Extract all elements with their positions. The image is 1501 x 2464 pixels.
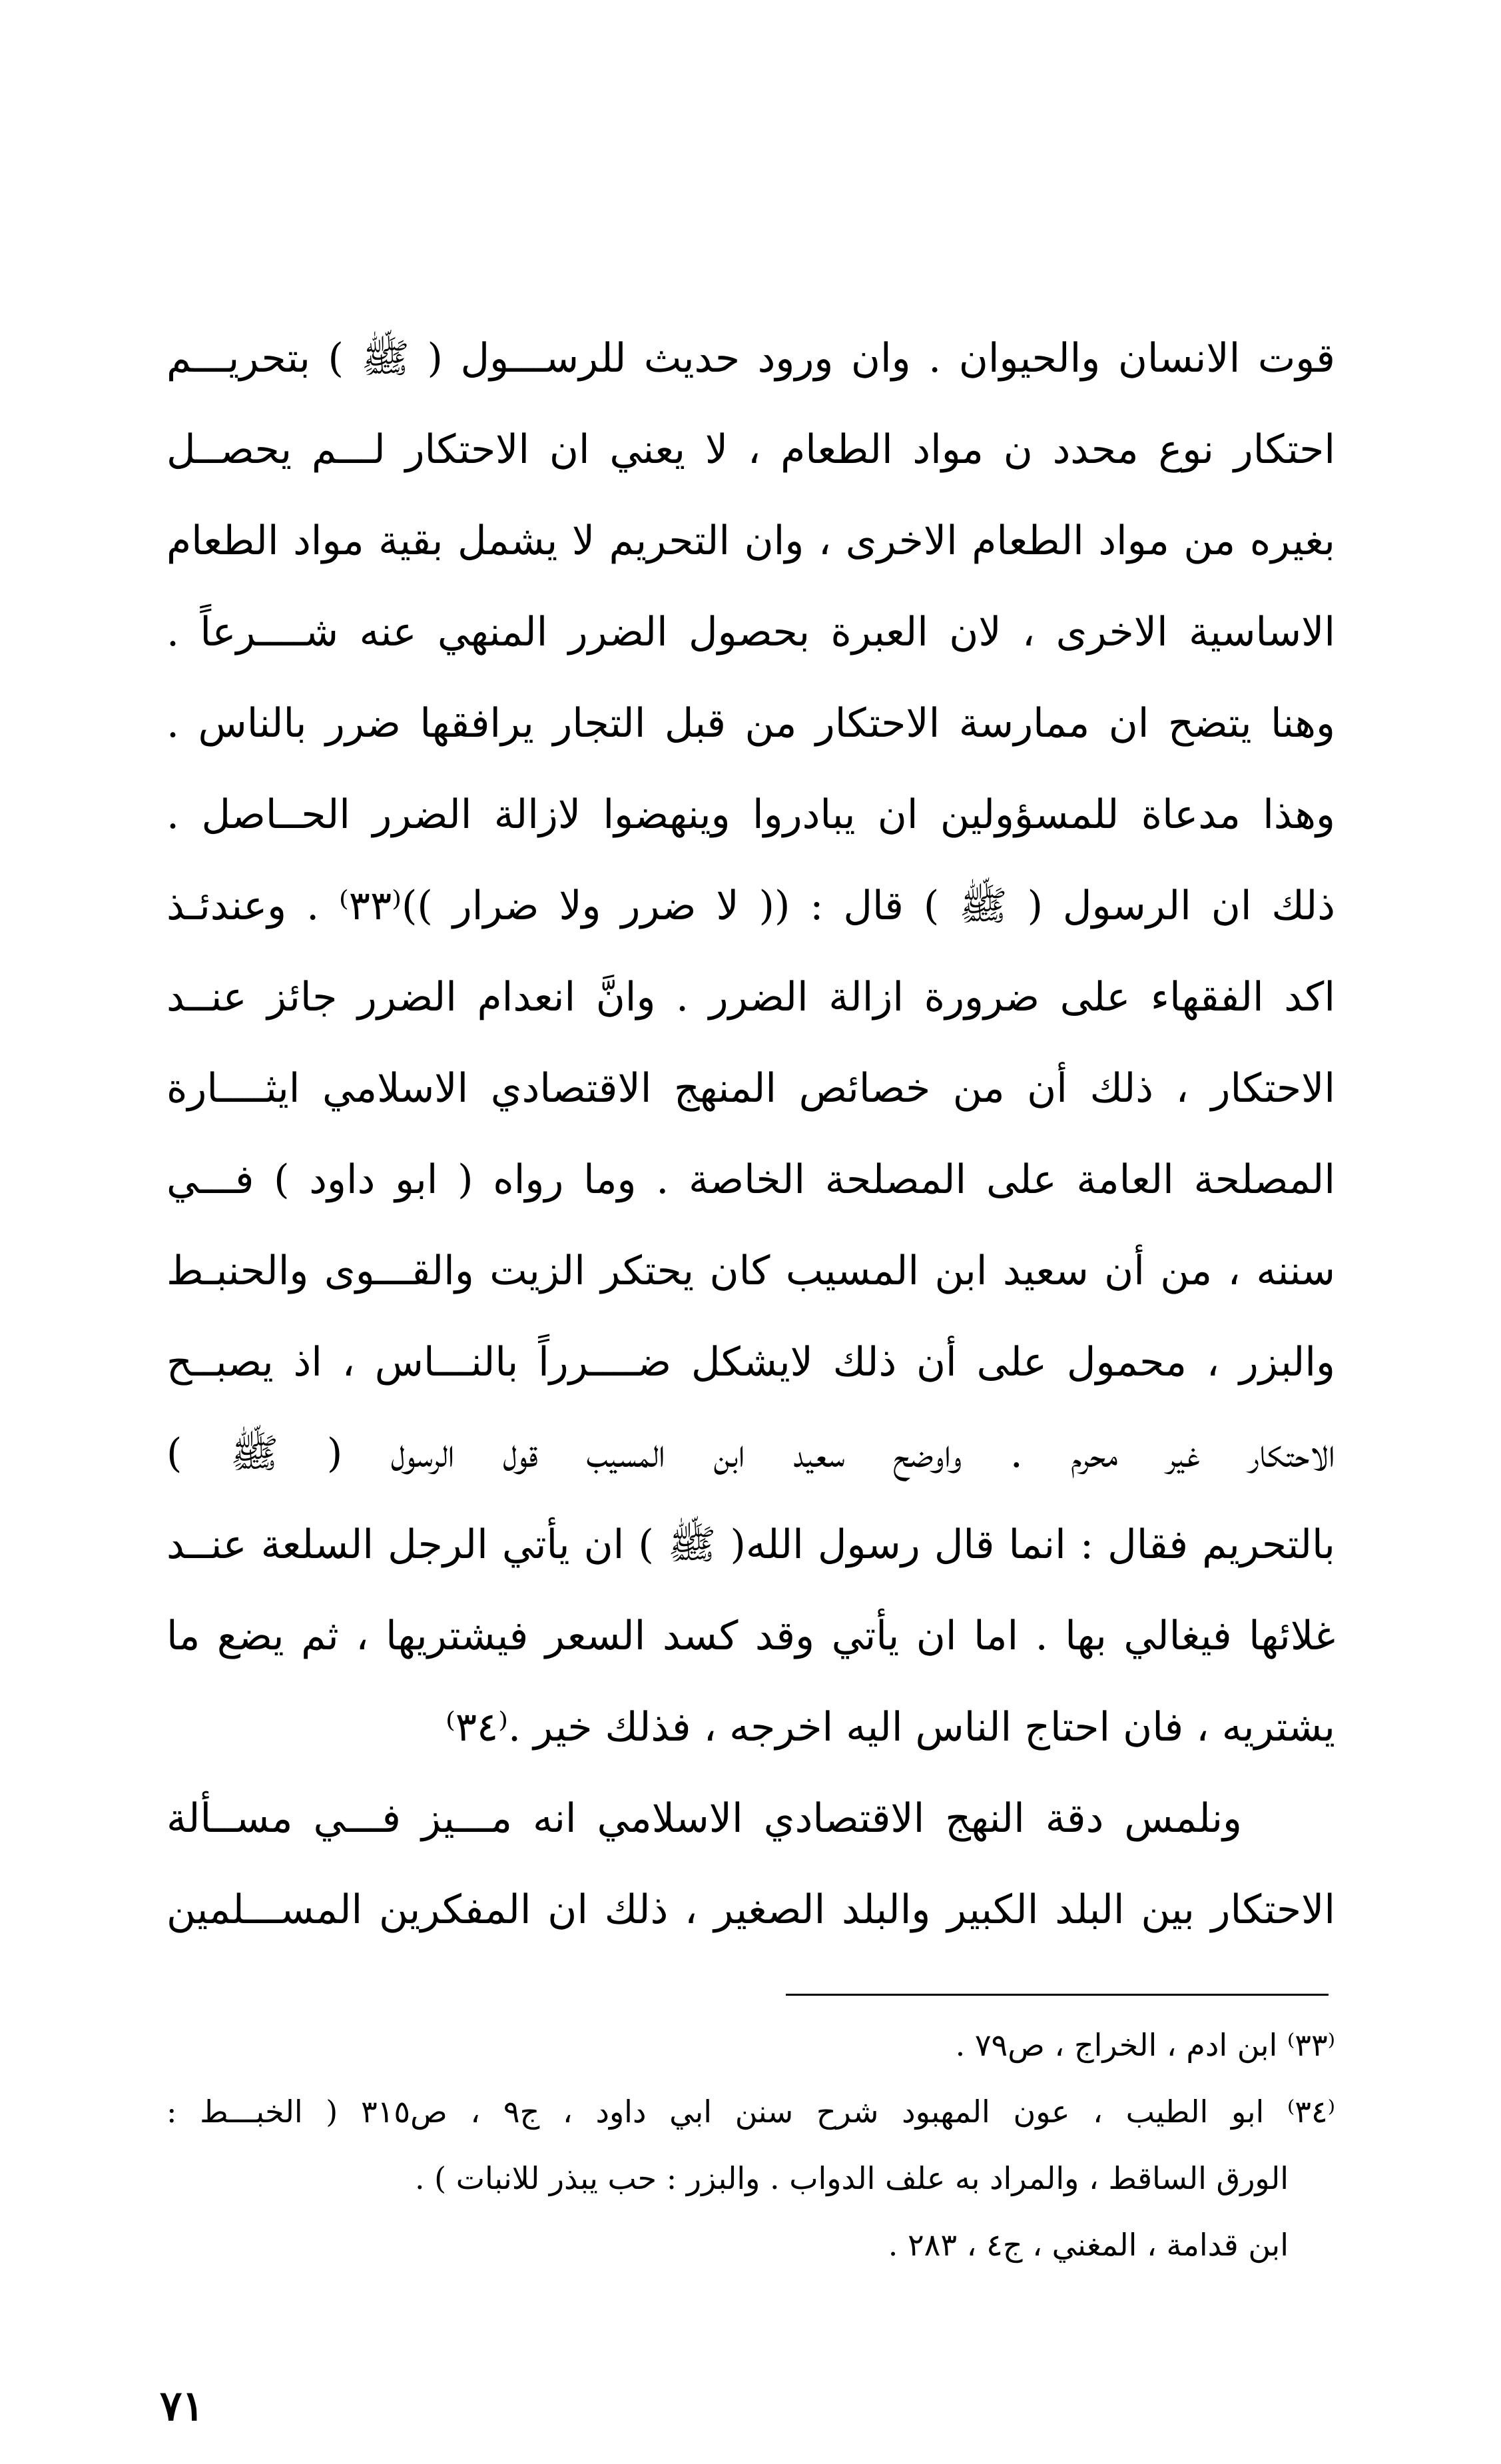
text-line: قوت الانسان والحيوان . وان ورود حديث للرســـول ( ﷺ ) بتحريـــم [166,335,1335,382]
text-line: اكد الفقهاء على ضرورة ازالة الضرر . وانَّ انعدام الضرر جائز عنــد [166,974,1335,1021]
text-line: بغيره من مواد الطعام الاخرى ، وان التحريم لا يشمل بقية مواد الطعام [166,518,1335,564]
text-line: الاساسية الاخرى ، لان العبرة بحصول الضرر المنهي عنه شــــرعاً . [166,609,1335,655]
text-line: احتكار نوع محدد ن مواد الطعام ، لا يعني ان الاحتكار لـــم يحصــل [166,426,1335,473]
text-line: يشتريه ، فان احتاج الناس اليه اخرجه ، فذلك خير .⁽٣٤⁾ [446,1704,1335,1751]
text-line-paragraph-start: ونلمس دقة النهج الاقتصادي الاسلامي انه مـــيز فـــي مســألة [166,1795,1242,1842]
text-line: غلائها فيغالي بها . اما ان يأتي وقد كسد السعر فيشتريها ، ثم يضع ما [166,1613,1335,1659]
text-line: الاحتكار ، ذلك أن من خصائص المنهج الاقتصادي الاسلامي ايثــــارة [166,1065,1335,1112]
footnotes-block [166,2012,1335,2278]
footnote-34-continuation: الورق الساقط ، والمراد به علف الدواب . والبزر : حب يبذر للانبات ) . [414,2160,1289,2196]
text-line: سننه ، من أن سعيد ابن المسيب كان يحتكر الزيت والقـــوى والحنبـط [166,1248,1335,1294]
main-text-block [166,313,1335,1956]
text-line: الاحتكار غير محرم . واوضح سعيد ابن المسيب قول الرسول ( ﷺ ) [166,1430,1335,1477]
text-line: المصلحة العامة على المصلحة الخاصة . وما رواه ( ابو داود ) فـــي [166,1156,1335,1203]
page-number: ٧١ [160,2381,204,2430]
footnote-34-source: ابن قدامة ، المغني ، ج٤ ، ٢٨٣ . [888,2227,1289,2263]
footnote-34: ⁽٣٤⁾ ابو الطيب ، عون المهبود شرح سنن ابي داود ، ج٩ ، ص٣١٥ ( الخبـــط : [166,2094,1335,2130]
text-line: ذلك ان الرسول ( ﷺ ) قال : (( لا ضرر ولا ضرار ))⁽٣٣⁾ . وعندئـذ [166,883,1335,929]
text-line: بالتحريم فقال : انما قال رسول الله( ﷺ ) ان يأتي الرجل السلعة عنــد [166,1521,1335,1568]
text-line: وهذا مدعاة للمسؤولين ان يبادروا وينهضوا لازالة الضرر الحــاصل . [166,791,1335,838]
text-line: الاحتكار بين البلد الكبير والبلد الصغير ، ذلك ان المفكرين المســـلمين [166,1886,1335,1933]
text-line: والبزر ، محمول على أن ذلك لايشكل ضــــرراً بالنـــاس ، اذ يصبــح [166,1339,1335,1386]
text-line: وهنا يتضح ان ممارسة الاحتكار من قبل التجار يرافقها ضرر بالناس . [166,700,1335,747]
footnote-33: ⁽٣٣⁾ ابن ادم ، الخراج ، ص٧٩ . [955,2027,1335,2063]
footnote-separator [786,1994,1329,1996]
